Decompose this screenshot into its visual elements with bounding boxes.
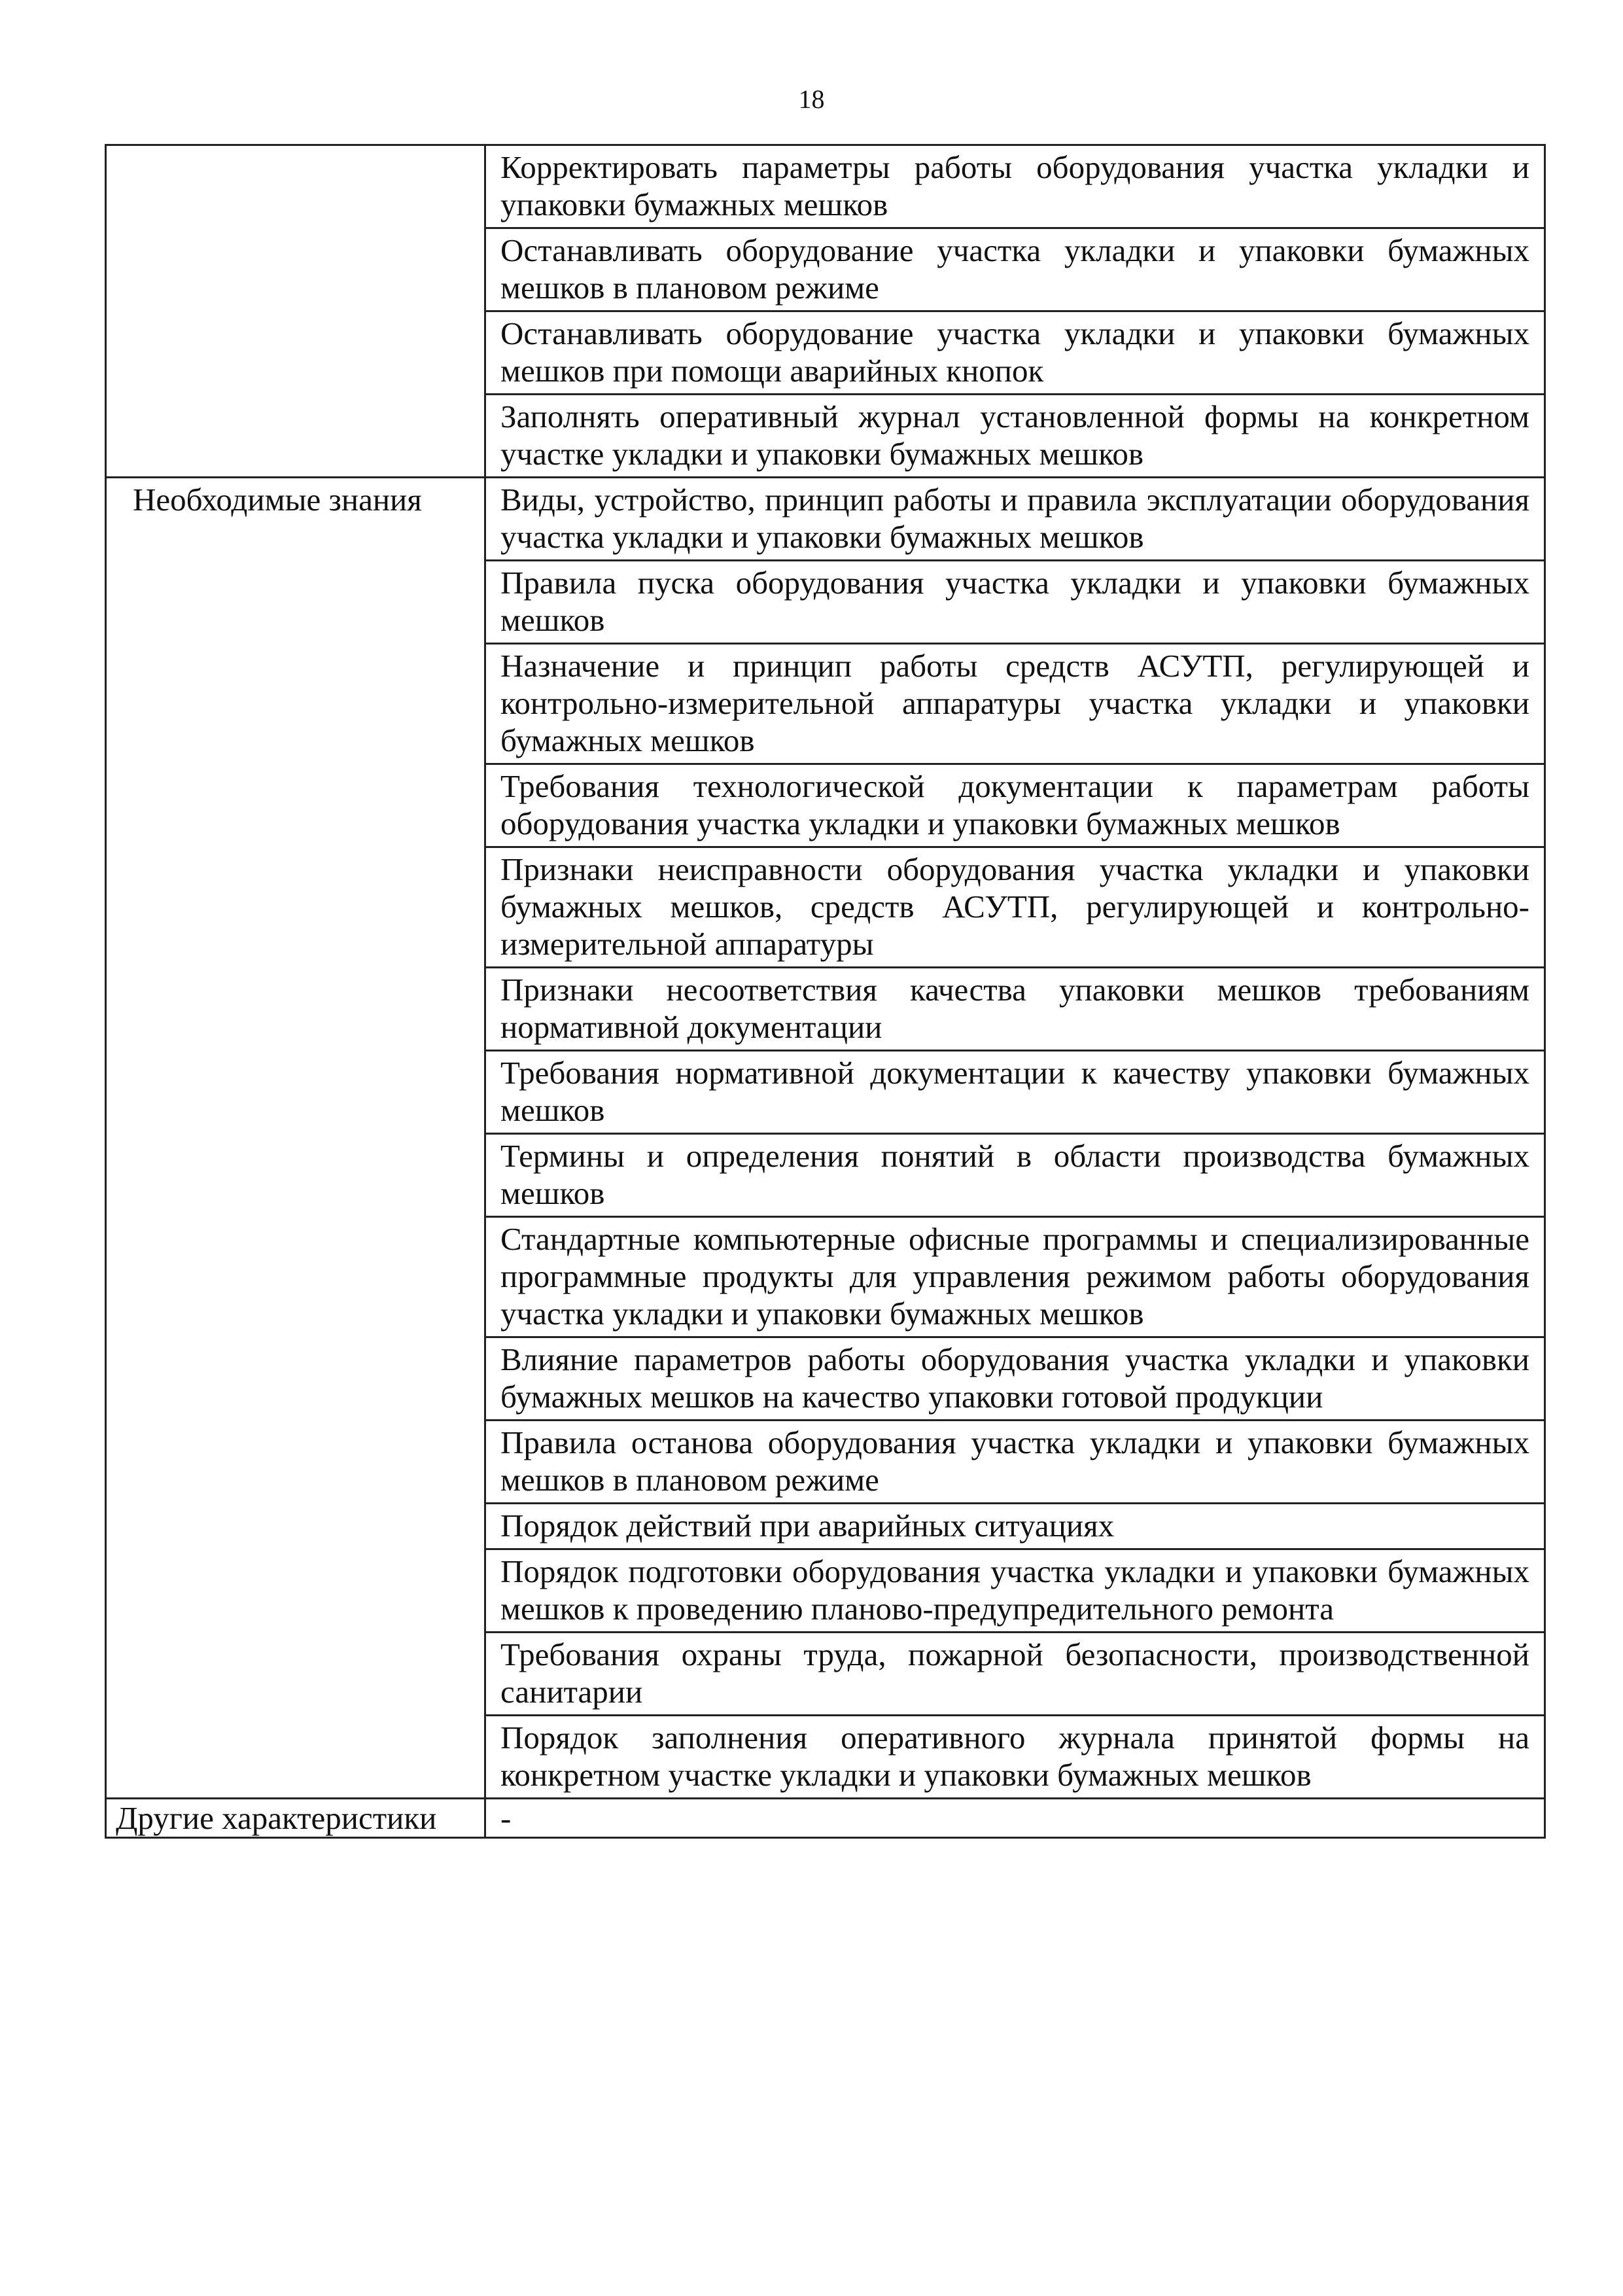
row-label	[106, 1337, 485, 1421]
table-row	[106, 1217, 1545, 1337]
other-value: -	[485, 1799, 1545, 1838]
row-text: Корректировать параметры работы оборудования участка укладки и упаковки бумажных мешков	[485, 145, 1545, 228]
table-row	[106, 1134, 1545, 1217]
other-label: Другие характеристики	[106, 1799, 485, 1838]
row-label	[106, 311, 485, 395]
row-label	[106, 847, 485, 968]
row-text: Останавливать оборудование участка укладки и упаковки бумажных мешков в плановом режиме	[485, 228, 1545, 311]
table-row	[106, 1337, 1545, 1421]
row-label	[106, 764, 485, 847]
row-label	[106, 968, 485, 1051]
knowledge-item: Правила останова оборудования участка укладки и упаковки бумажных мешков в плановом режиме	[485, 1421, 1545, 1504]
table-row	[106, 1051, 1545, 1134]
table-row	[106, 1799, 1545, 1838]
knowledge-label: Необходимые знания	[106, 478, 485, 561]
table-row	[106, 228, 1545, 311]
table-row	[106, 764, 1545, 847]
row-label	[106, 1633, 485, 1716]
knowledge-item: Требования охраны труда, пожарной безопасности, производственной санитарии	[485, 1633, 1545, 1716]
row-label	[106, 145, 485, 228]
knowledge-item: Признаки неисправности оборудования участка укладки и упаковки бумажных мешков, средств АСУТП, регулирующей и контрольно-измерительной аппаратуры	[485, 847, 1545, 968]
table-row	[106, 1421, 1545, 1504]
page-number: 18	[798, 84, 825, 114]
row-label	[106, 644, 485, 764]
table-row	[106, 311, 1545, 395]
row-label	[106, 1217, 485, 1337]
knowledge-item: Термины и определения понятий в области производства бумажных мешков	[485, 1134, 1545, 1217]
knowledge-item: Признаки несоответствия качества упаковки мешков требованиям нормативной документации	[485, 968, 1545, 1051]
knowledge-item: Требования нормативной документации к качеству упаковки бумажных мешков	[485, 1051, 1545, 1134]
knowledge-item: Порядок заполнения оперативного журнала принятой формы на конкретном участке укладки и упаковки бумажных мешков	[485, 1716, 1545, 1799]
knowledge-item: Стандартные компьютерные офисные программы и специализированные программные продукты для управления режимом работы оборудования участка укладки и упаковки бумажных мешков	[485, 1217, 1545, 1337]
knowledge-item: Назначение и принцип работы средств АСУТП, регулирующей и контрольно-измерительной аппаратуры участка укладки и упаковки бумажных мешков	[485, 644, 1545, 764]
table-row	[106, 478, 1545, 561]
table-row	[106, 395, 1545, 478]
row-label	[106, 1504, 485, 1549]
row-label	[106, 561, 485, 644]
row-label	[106, 1421, 485, 1504]
row-label	[106, 1051, 485, 1134]
requirements-table	[105, 144, 1546, 1839]
table-row	[106, 847, 1545, 968]
row-label	[106, 1134, 485, 1217]
table-row	[106, 968, 1545, 1051]
row-label	[106, 1716, 485, 1799]
table-row	[106, 1504, 1545, 1549]
knowledge-item: Порядок подготовки оборудования участка укладки и упаковки бумажных мешков к проведению планово-предупредительного ремонта	[485, 1549, 1545, 1633]
qualification-table	[105, 144, 1544, 1839]
knowledge-item: Правила пуска оборудования участка укладки и упаковки бумажных мешков	[485, 561, 1545, 644]
row-label	[106, 395, 485, 478]
row-text: Останавливать оборудование участка укладки и упаковки бумажных мешков при помощи аварийных кнопок	[485, 311, 1545, 395]
knowledge-item: Требования технологической документации к параметрам работы оборудования участка укладки и упаковки бумажных мешков	[485, 764, 1545, 847]
knowledge-item: Виды, устройство, принцип работы и правила эксплуатации оборудования участка укладки и упаковки бумажных мешков	[485, 478, 1545, 561]
table-row	[106, 561, 1545, 644]
table-row	[106, 1549, 1545, 1633]
knowledge-item: Влияние параметров работы оборудования участка укладки и упаковки бумажных мешков на качество упаковки готовой продукции	[485, 1337, 1545, 1421]
row-text: Заполнять оперативный журнал установленной формы на конкретном участке укладки и упаковки бумажных мешков	[485, 395, 1545, 478]
row-label	[106, 228, 485, 311]
table-row	[106, 644, 1545, 764]
knowledge-item: Порядок действий при аварийных ситуациях	[485, 1504, 1545, 1549]
table-row	[106, 145, 1545, 228]
row-label	[106, 1549, 485, 1633]
table-row	[106, 1716, 1545, 1799]
table-row	[106, 1633, 1545, 1716]
